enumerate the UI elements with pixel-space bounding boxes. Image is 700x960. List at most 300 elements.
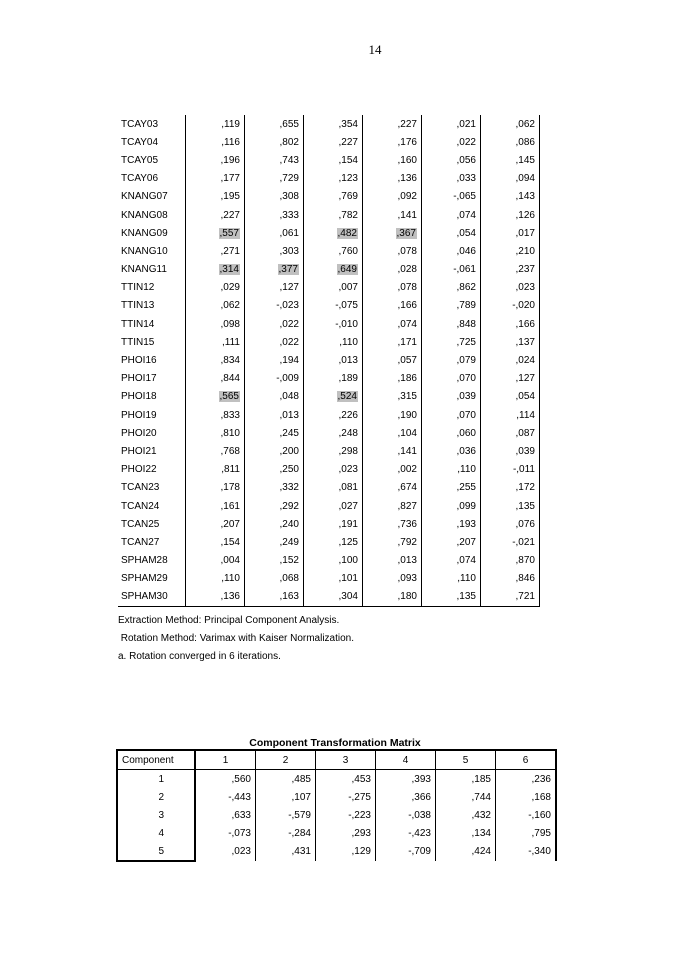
loading-cell <box>304 370 363 388</box>
loading-cell <box>481 279 540 297</box>
component-transformation-matrix <box>116 749 557 862</box>
table-row <box>118 479 540 497</box>
loading-value: ,768 <box>220 445 240 457</box>
loading-value: ,104 <box>397 427 417 439</box>
matrix-value: ,023 <box>195 842 256 861</box>
loading-value: ,054 <box>515 391 535 403</box>
loading-cell <box>245 370 304 388</box>
loading-cell <box>186 151 245 169</box>
loading-cell <box>363 315 422 333</box>
loading-cell <box>422 261 481 279</box>
page-number: 14 <box>368 42 382 57</box>
variable-label: KNANG08 <box>121 209 168 221</box>
table-row <box>118 424 540 442</box>
loading-cell <box>422 479 481 497</box>
loading-value: -,075 <box>335 300 358 312</box>
loading-value: ,078 <box>397 282 417 294</box>
loading-cell <box>304 388 363 406</box>
loading-cell <box>245 424 304 442</box>
loading-value: ,060 <box>456 427 476 439</box>
loading-value: ,524 <box>337 391 357 403</box>
variable-label: PHOI22 <box>121 464 157 476</box>
loading-cell <box>422 424 481 442</box>
loading-cell <box>186 133 245 151</box>
matrix-value: -,443 <box>195 788 256 806</box>
loading-cell <box>186 279 245 297</box>
loading-cell <box>304 442 363 460</box>
loading-value: ,191 <box>338 518 358 530</box>
column-header: 6 <box>496 750 557 770</box>
loading-cell <box>422 406 481 424</box>
loading-cell <box>422 515 481 533</box>
matrix-value: ,485 <box>256 770 316 789</box>
table-row <box>118 261 540 279</box>
loading-value: ,152 <box>279 555 299 567</box>
table-row <box>118 351 540 369</box>
variable-label: TCAY03 <box>121 118 159 130</box>
loading-value: ,161 <box>220 500 240 512</box>
loading-value: ,304 <box>338 591 358 603</box>
variable-label: TCAY06 <box>121 173 159 185</box>
loading-cell <box>363 206 422 224</box>
variable-label: TTIN15 <box>121 336 155 348</box>
loading-value: ,166 <box>515 318 535 330</box>
loading-value: ,844 <box>220 373 240 385</box>
loading-cell <box>245 388 304 406</box>
loading-cell <box>186 570 245 588</box>
loading-value: ,136 <box>397 173 417 185</box>
table-row <box>118 461 540 479</box>
table-row <box>117 824 556 842</box>
loading-value: ,074 <box>397 318 417 330</box>
variable-label: PHOI21 <box>121 445 157 457</box>
loading-value: ,792 <box>397 536 417 548</box>
loading-cell <box>422 370 481 388</box>
variable-label: PHOI20 <box>121 427 157 439</box>
loading-value: ,377 <box>278 264 298 276</box>
loading-cell <box>245 333 304 351</box>
loading-value: ,076 <box>515 518 535 530</box>
loading-value: ,655 <box>279 118 299 130</box>
loading-cell <box>304 188 363 206</box>
loading-cell <box>186 315 245 333</box>
loading-value: ,332 <box>279 482 299 494</box>
loading-cell <box>186 206 245 224</box>
matrix-value: -,038 <box>376 806 436 824</box>
loading-cell <box>245 442 304 460</box>
loading-value: ,565 <box>219 391 239 403</box>
loading-cell <box>363 479 422 497</box>
loading-cell <box>304 461 363 479</box>
variable-label: KNANG09 <box>121 227 168 239</box>
loading-value: ,092 <box>397 191 417 203</box>
loading-value: ,354 <box>338 118 358 130</box>
table-row <box>118 588 540 607</box>
loading-cell <box>481 115 540 133</box>
rotation-converged-note: a. Rotation converged in 6 iterations. <box>118 651 281 662</box>
variable-label: PHOI18 <box>121 391 157 403</box>
loading-cell <box>363 370 422 388</box>
loading-value: ,315 <box>397 391 417 403</box>
loading-cell <box>363 297 422 315</box>
rotation-method-note: Rotation Method: Varimax with Kaiser Normalization. <box>118 633 355 644</box>
loading-value: ,078 <box>397 245 417 257</box>
table-row <box>117 770 556 789</box>
loading-cell <box>304 261 363 279</box>
loading-cell <box>304 151 363 169</box>
loading-cell <box>363 351 422 369</box>
matrix-value: ,366 <box>376 788 436 806</box>
loading-value: ,099 <box>456 500 476 512</box>
loading-cell <box>186 552 245 570</box>
loading-cell <box>245 533 304 551</box>
loading-cell <box>186 333 245 351</box>
loading-cell <box>245 570 304 588</box>
loading-cell <box>422 279 481 297</box>
component-label: 5 <box>117 842 195 861</box>
loading-cell <box>422 588 481 607</box>
loading-value: ,163 <box>279 591 299 603</box>
loading-cell <box>363 170 422 188</box>
loading-value: ,036 <box>456 445 476 457</box>
loading-cell <box>186 297 245 315</box>
loading-value: ,177 <box>220 173 240 185</box>
loading-value: ,176 <box>397 136 417 148</box>
table-row <box>118 497 540 515</box>
loading-cell <box>422 461 481 479</box>
table-row <box>118 188 540 206</box>
loading-cell <box>245 170 304 188</box>
loading-cell <box>481 442 540 460</box>
loading-cell <box>422 188 481 206</box>
column-header: 2 <box>256 750 316 770</box>
loading-value: ,725 <box>456 336 476 348</box>
table-row <box>118 315 540 333</box>
loading-value: ,093 <box>397 573 417 585</box>
loading-cell <box>304 533 363 551</box>
loading-value: ,810 <box>220 427 240 439</box>
loading-cell <box>363 497 422 515</box>
loading-value: ,061 <box>279 227 299 239</box>
loading-value: ,023 <box>338 464 358 476</box>
variable-label: TCAN27 <box>121 536 160 548</box>
loading-value: ,094 <box>515 173 535 185</box>
loading-cell <box>245 406 304 424</box>
table-row <box>118 442 540 460</box>
loading-value: ,074 <box>456 209 476 221</box>
loading-cell <box>481 351 540 369</box>
loading-value: ,137 <box>515 336 535 348</box>
loading-cell <box>481 588 540 607</box>
loading-cell <box>245 206 304 224</box>
loading-value: ,674 <box>397 482 417 494</box>
loading-value: ,227 <box>338 136 358 148</box>
loading-value: ,013 <box>279 409 299 421</box>
loading-cell <box>363 424 422 442</box>
loading-cell <box>245 115 304 133</box>
table-row <box>118 224 540 242</box>
loading-value: ,172 <box>515 482 535 494</box>
loading-value: ,141 <box>397 209 417 221</box>
loading-value: ,057 <box>397 355 417 367</box>
variable-label: PHOI16 <box>121 355 157 367</box>
loading-cell <box>304 115 363 133</box>
loading-cell <box>186 351 245 369</box>
loading-value: ,039 <box>515 445 535 457</box>
loading-cell <box>422 115 481 133</box>
loading-value: ,022 <box>279 336 299 348</box>
loading-cell <box>422 170 481 188</box>
loading-value: ,013 <box>397 555 417 567</box>
loading-cell <box>245 224 304 242</box>
loading-value: ,070 <box>456 409 476 421</box>
loading-value: ,227 <box>220 209 240 221</box>
loading-value: ,848 <box>456 318 476 330</box>
loading-value: ,367 <box>396 227 416 239</box>
loading-value: ,482 <box>337 227 357 239</box>
table-row <box>118 297 540 315</box>
table-row <box>118 552 540 570</box>
loading-cell <box>186 388 245 406</box>
loading-value: ,135 <box>456 591 476 603</box>
loading-value: ,195 <box>220 191 240 203</box>
matrix-value: -,579 <box>256 806 316 824</box>
loading-value: ,186 <box>397 373 417 385</box>
loading-cell <box>363 333 422 351</box>
variable-label: TCAN25 <box>121 518 160 530</box>
variable-label: TCAY05 <box>121 154 159 166</box>
loading-value: ,189 <box>338 373 358 385</box>
loading-cell <box>186 261 245 279</box>
loading-cell <box>363 279 422 297</box>
variable-label: KNANG11 <box>121 264 167 276</box>
extraction-method-note: Extraction Method: Principal Component Analysis. <box>118 615 340 626</box>
table-row <box>118 279 540 297</box>
loading-cell <box>304 297 363 315</box>
loading-value: ,827 <box>397 500 417 512</box>
loading-cell <box>422 351 481 369</box>
loading-value: -,065 <box>453 191 476 203</box>
loading-cell <box>304 588 363 607</box>
loading-value: ,207 <box>220 518 240 530</box>
loading-cell <box>363 151 422 169</box>
variable-label: TCAN24 <box>121 500 160 512</box>
loading-cell <box>422 388 481 406</box>
matrix-value: -,223 <box>316 806 376 824</box>
loading-value: ,834 <box>220 355 240 367</box>
loading-cell <box>186 406 245 424</box>
loading-value: ,166 <box>397 300 417 312</box>
loading-cell <box>481 170 540 188</box>
loading-cell <box>186 424 245 442</box>
loading-cell <box>481 552 540 570</box>
loading-cell <box>186 224 245 242</box>
loading-cell <box>304 333 363 351</box>
table-row <box>117 788 556 806</box>
table-row <box>118 133 540 151</box>
loading-value: ,292 <box>279 500 299 512</box>
loading-value: ,207 <box>456 536 476 548</box>
loading-cell <box>481 133 540 151</box>
loading-cell <box>481 497 540 515</box>
loading-value: ,135 <box>515 500 535 512</box>
variable-label: KNANG07 <box>121 191 168 203</box>
matrix-value: -,160 <box>496 806 557 824</box>
loading-value: ,022 <box>456 136 476 148</box>
loading-cell <box>186 370 245 388</box>
loading-cell <box>481 261 540 279</box>
loading-cell <box>363 442 422 460</box>
loading-value: ,119 <box>221 118 240 130</box>
component-label: 4 <box>117 824 195 842</box>
loading-cell <box>481 333 540 351</box>
matrix-value: ,393 <box>376 770 436 789</box>
table-row <box>118 515 540 533</box>
transformation-matrix-title: Component Transformation Matrix <box>249 737 421 749</box>
loading-value: ,002 <box>397 464 417 476</box>
loading-cell <box>363 588 422 607</box>
matrix-value: ,453 <box>316 770 376 789</box>
variable-label: PHOI17 <box>121 373 157 385</box>
loading-cell <box>304 406 363 424</box>
table-row <box>117 842 556 861</box>
loading-cell <box>481 151 540 169</box>
loading-cell <box>304 133 363 151</box>
loading-value: ,033 <box>456 173 476 185</box>
loading-cell <box>186 533 245 551</box>
table-row <box>118 388 540 406</box>
loading-value: ,101 <box>338 573 358 585</box>
loading-value: ,074 <box>456 555 476 567</box>
loading-value: ,127 <box>515 373 535 385</box>
component-label: 2 <box>117 788 195 806</box>
loading-value: ,154 <box>220 536 240 548</box>
loading-cell <box>304 206 363 224</box>
loading-value: ,833 <box>220 409 240 421</box>
loading-cell <box>186 497 245 515</box>
table-row <box>118 170 540 188</box>
loading-value: ,240 <box>279 518 299 530</box>
component-label: 3 <box>117 806 195 824</box>
loading-value: ,743 <box>279 154 299 166</box>
matrix-value: ,432 <box>436 806 496 824</box>
table-row <box>118 206 540 224</box>
loading-value: ,086 <box>515 136 535 148</box>
loading-cell <box>422 297 481 315</box>
loading-cell <box>304 552 363 570</box>
loading-cell <box>186 170 245 188</box>
loading-value: ,056 <box>456 154 476 166</box>
loading-value: ,024 <box>515 355 535 367</box>
loading-cell <box>481 570 540 588</box>
loading-value: ,062 <box>515 118 535 130</box>
loading-cell <box>363 533 422 551</box>
component-header: Component <box>117 750 195 770</box>
loading-cell <box>363 261 422 279</box>
variable-label: SPHAM30 <box>118 588 186 607</box>
loading-value: ,021 <box>456 118 476 130</box>
matrix-value: ,129 <box>316 842 376 861</box>
loading-cell <box>481 370 540 388</box>
table-row <box>117 806 556 824</box>
loading-cell <box>422 315 481 333</box>
loading-value: ,171 <box>397 336 417 348</box>
variable-label: TCAY04 <box>121 136 159 148</box>
loading-cell <box>481 242 540 260</box>
matrix-value: -,423 <box>376 824 436 842</box>
matrix-value: ,134 <box>436 824 496 842</box>
loading-value: ,649 <box>337 264 357 276</box>
loading-cell <box>304 424 363 442</box>
loading-cell <box>422 206 481 224</box>
loading-cell <box>245 188 304 206</box>
variable-label: TCAN23 <box>121 482 160 494</box>
loading-value: ,023 <box>515 282 535 294</box>
loading-value: -,021 <box>512 536 535 548</box>
loading-value: -,020 <box>512 300 535 312</box>
rotated-component-matrix <box>118 115 540 607</box>
matrix-value: ,107 <box>256 788 316 806</box>
loading-cell <box>422 333 481 351</box>
loading-value: ,068 <box>279 573 299 585</box>
loading-value: ,081 <box>338 482 358 494</box>
table-row <box>118 533 540 551</box>
loading-value: ,160 <box>397 154 417 166</box>
loading-cell <box>481 479 540 497</box>
matrix-value: ,795 <box>496 824 557 842</box>
loading-value: ,022 <box>279 318 299 330</box>
matrix-value: ,168 <box>496 788 557 806</box>
loading-cell <box>363 133 422 151</box>
loading-cell <box>422 570 481 588</box>
loading-cell <box>422 497 481 515</box>
loading-cell <box>186 588 245 607</box>
loading-cell <box>304 497 363 515</box>
loading-cell <box>363 570 422 588</box>
matrix-value: -,073 <box>195 824 256 842</box>
loading-value: ,248 <box>338 427 358 439</box>
loading-value: ,145 <box>515 154 535 166</box>
loading-value: ,870 <box>515 555 535 567</box>
loading-cell <box>186 442 245 460</box>
variable-label: SPHAM29 <box>121 573 168 585</box>
loading-value: ,100 <box>338 555 358 567</box>
variable-label: PHOI19 <box>121 409 157 421</box>
matrix-value: ,293 <box>316 824 376 842</box>
loading-value: ,079 <box>456 355 476 367</box>
loading-value: ,802 <box>279 136 299 148</box>
loading-value: ,013 <box>338 355 358 367</box>
loading-cell <box>245 588 304 607</box>
loading-value: ,143 <box>515 191 535 203</box>
column-header: 4 <box>376 750 436 770</box>
loading-value: ,782 <box>338 209 358 221</box>
loading-cell <box>245 351 304 369</box>
loading-cell <box>422 151 481 169</box>
loading-cell <box>422 533 481 551</box>
loading-cell <box>304 170 363 188</box>
loading-value: ,004 <box>220 555 240 567</box>
table-row <box>118 570 540 588</box>
variable-label: TTIN12 <box>121 282 155 294</box>
loading-value: ,178 <box>220 482 240 494</box>
loading-cell <box>304 279 363 297</box>
loading-cell <box>363 406 422 424</box>
table-row <box>118 151 540 169</box>
loading-value: ,098 <box>220 318 240 330</box>
loading-value: ,190 <box>397 409 417 421</box>
loading-cell <box>481 297 540 315</box>
